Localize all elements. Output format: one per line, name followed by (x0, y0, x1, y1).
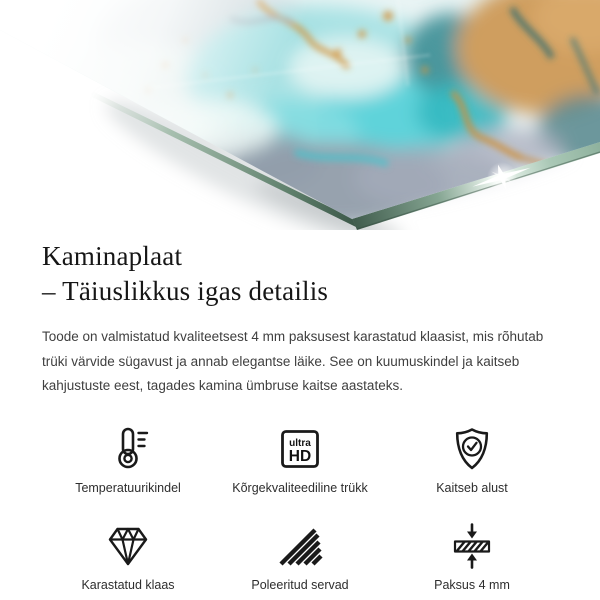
thermometer-icon (104, 425, 152, 473)
feature-protects-base (386, 425, 558, 496)
page-title-line2: – Täiuslikkus igas detailis (42, 276, 329, 306)
thickness-arrows-icon (448, 522, 496, 570)
feature-ultra-hd-print (214, 425, 386, 496)
feature-grid (42, 425, 558, 593)
feature-label: Paksus 4 mm (434, 577, 510, 592)
feature-label: Kaitseb alust (436, 480, 508, 495)
ultra-hd-print-icon (276, 425, 324, 473)
feature-tempered-glass (42, 522, 214, 593)
feature-temperature-resistant (42, 425, 214, 496)
feature-label: Karastatud klaas (81, 577, 175, 592)
glass-panel-image (0, 0, 600, 230)
shield-check-icon (448, 425, 496, 473)
feature-label: Poleeritud servad (251, 577, 349, 592)
product-info-section (0, 239, 600, 593)
feature-polished-edges (214, 522, 386, 593)
polished-edges-icon (276, 522, 324, 570)
page-title (42, 239, 558, 309)
feature-label: Kõrgekvaliteediline trükk (232, 480, 368, 495)
feature-thickness (386, 522, 558, 593)
svg-text:ultra: ultra (289, 437, 311, 449)
product-description: Toode on valmistatud kvaliteetsest 4 mm paksusest karastatud klaasist, mis rõhutab trüki värvide sügavust ja annab elegantse läike. See on kuumuskindel ja kaitseb kahjustuste eest, tagades kamina ümbruse kaitse aastateks. (42, 329, 544, 393)
svg-text:HD: HD (288, 447, 312, 465)
feature-label: Temperatuurikindel (75, 480, 181, 495)
page-title-line1: Kaminaplaat (42, 241, 183, 271)
diamond-icon (104, 522, 152, 570)
hero-product-image (0, 0, 600, 230)
